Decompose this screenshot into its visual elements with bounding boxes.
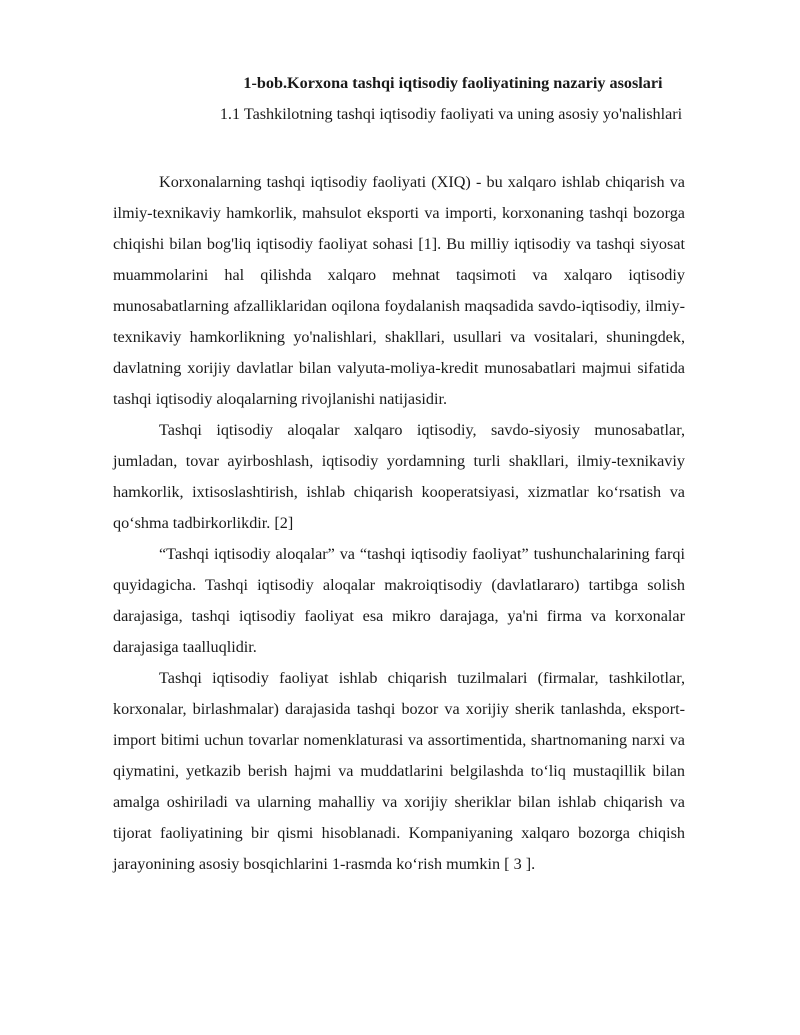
body-text: [113, 167, 685, 880]
paragraph: Tashqi iqtisodiy faoliyat ishlab chiqarish tuzilmalari (firmalar, tashkilotlar, korxonalar, birlashmalar) darajasida tashqi bozor va xorijiy sherik tanlashda, eksport-import bitimi uchun tovarlar nomenklaturasi va assortimentida, shartnomaning narxi va qiymatini, yetkazib berish hajmi va muddatlarini belgilashda to‘liq mustaqillik bilan amalga oshiriladi va ularning mahalliy va xorijiy sheriklar bilan ishlab chiqarish va tijorat faoliyatining bir qismi hisoblanadi. Kompaniyaning xalqaro bozorga chiqish jarayonining asosiy bosqichlarini 1-rasmda ko‘rish mumkin [ 3 ].: [113, 669, 685, 873]
chapter-title: 1-bob.Korxona tashqi iqtisodiy faoliyatining nazariy asoslari: [243, 74, 663, 92]
paragraph: “Tashqi iqtisodiy aloqalar” va “tashqi iqtisodiy faoliyat” tushunchalarining farqi quyidagicha. Tashqi iqtisodiy aloqalar makroiqtisodiy (davlatlararo) tartibga solish darajasiga, tashqi iqtisodiy faoliyat esa mikro darajaga, ya'ni firma va korxonalar darajasiga taalluqlidir.: [113, 545, 685, 656]
paragraph: Tashqi iqtisodiy aloqalar xalqaro iqtisodiy, savdo-siyosiy munosabatlar, jumladan, tovar ayirboshlash, iqtisodiy yordamning turli shakllari, ilmiy-texnikaviy hamkorlik, ixtisoslashtirish, ishlab chiqarish kooperatsiyasi, xizmatlar ko‘rsatish va qo‘shma tadbirkorlikdir. [2]: [113, 421, 685, 532]
section-title: 1.1 Tashkilotning tashqi iqtisodiy faoliyati va uning asosiy yo'nalishlari: [219, 105, 683, 123]
paragraph: Korxonalarning tashqi iqtisodiy faoliyati (XIQ) - bu xalqaro ishlab chiqarish va ilmiy-texnikaviy hamkorlik, mahsulot eksporti va importi, korxonaning tashqi bozorga chiqishi bilan bog'liq iqtisodiy faoliyat sohasi [1]. Bu milliy iqtisodiy va tashqi siyosat muammolarini hal qilishda xalqaro mehnat taqsimoti va xalqaro iqtisodiy munosabatlarning afzalliklaridan oqilona foydalanish maqsadida savdo-iqtisodiy, ilmiy-texnikaviy hamkorlikning yo'nalishlari, shakllari, usullari va vositalari, shuningdek, davlatning xorijiy davlatlar bilan valyuta-moliya-kredit munosabatlari majmui sifatida tashqi iqtisodiy aloqalarning rivojlanishi natijasidir.: [113, 173, 685, 408]
